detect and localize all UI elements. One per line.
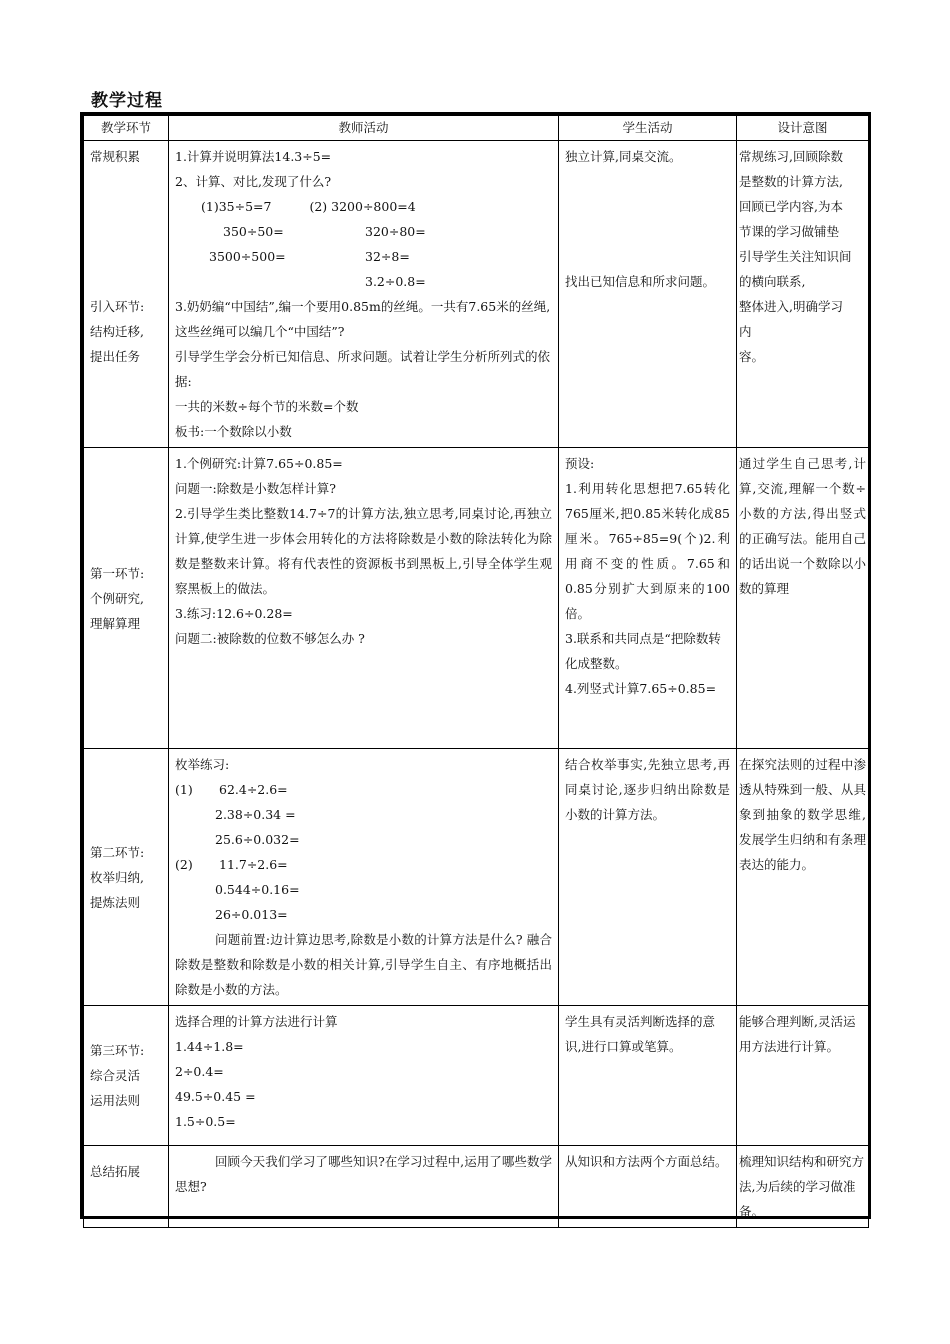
stage-label: 枚举归纳, [90,869,144,885]
stage-label: 引入环节: [90,299,145,314]
teacher-line: 2.引导学生类比整数14.7÷7的计算方法,独立思考,同桌讨论,再独立计算,使学生进一步体会用转化的方法将除数是小数的除法转化为除数是整数来计算。将有代表性的资源板书到黑板上,引导全体学生观察黑板上的做法。 [175,506,552,596]
table-row [84,141,869,448]
student-text: 结合枚举事实,先独立思考,再同桌讨论,逐步归纳出除数是小数的计算方法。 [565,757,730,822]
table-header-row [84,116,869,141]
teacher-line: 0.544÷0.16= [215,882,300,897]
table-row [84,1006,869,1146]
teacher-line: 问题一:除数是小数怎样计算? [175,481,336,496]
intent-line: 的横向联系, [739,274,806,289]
intent-line: 是整数的计算方法, [739,174,843,189]
stage-cell [84,448,169,749]
student-activity-cell [559,1006,737,1146]
teacher-line: 3.2÷0.8= [365,274,426,289]
student-text: 学生具有灵活判断选择的意识,进行口算或笔算。 [565,1014,716,1054]
teacher-line [175,244,552,269]
teacher-activity-cell [169,1006,559,1146]
intent-line: 常规练习,回顾除数 [739,149,843,164]
design-intent-cell [737,1146,869,1228]
stage-cell [84,1006,169,1146]
student-activity-cell [559,749,737,1006]
teacher-line: 2÷0.4= [175,1064,224,1079]
stage-label: 常规积累 [90,149,141,164]
teacher-line: 1.个例研究:计算7.65÷0.85= [175,456,343,471]
student-activity-cell [559,1146,737,1228]
teacher-line: 25.6÷0.032= [215,832,300,847]
student-activity-cell [559,141,737,448]
stage-label: 结构迁移, [90,324,144,339]
design-intent-cell [737,448,869,749]
exercise-group-1: (1)35÷5=7 [201,199,272,214]
header-stage: 教学环节 [84,116,169,141]
group-label: (1) [175,782,193,797]
teacher-line: 1.5÷0.5= [175,1114,236,1129]
teacher-line: 2.38÷0.34 = [215,807,296,822]
stage-cell [84,141,169,448]
intent-line: 引导学生关注知识间 [739,249,852,264]
exercise-item: 320÷80= [365,224,426,239]
stage-label: 第三环节: [90,1043,145,1058]
teacher-activity-cell [169,448,559,749]
intent-line: 内 [739,324,752,339]
header-student: 学生活动 [559,116,737,141]
exercise-item: 11.7÷2.6= [219,857,288,872]
teacher-line: 49.5÷0.45 = [175,1089,256,1104]
section-title: 教学过程 [91,91,163,111]
design-intent-cell [737,141,869,448]
teacher-activity-cell [169,749,559,1006]
intent-line: 回顾已学内容,为本 [739,199,843,214]
stage-label: 运用法则 [90,1093,141,1108]
table-row [84,448,869,749]
teacher-line: 一共的米数÷每个节的米数=个数 [175,399,359,414]
exercise-item: 3500÷500= [209,249,286,264]
student-line: 1.利用转化思想把7.65转化765厘米,把0.85米转化成85厘米。765÷85=9(个)2.利用商不变的性质。7.65和0.85分别扩大到原来的100倍。 [565,481,730,621]
student-line: 预设: [565,456,595,471]
teacher-activity-cell [169,1146,559,1228]
teacher-line: 引导学生学会分析已知信息、所求问题。试着让学生分析所列式的依据: [175,349,551,389]
teacher-line: 问题二:被除数的位数不够怎么办 ? [175,631,365,646]
teacher-line [175,219,552,244]
student-line: 4.列竖式计算7.65÷0.85= [565,681,717,696]
student-line: 独立计算,同桌交流。 [565,149,682,164]
intent-line: 整体进入,明确学习 [739,299,843,314]
design-intent-cell [737,749,869,1006]
intent-text: 在探究法则的过程中渗透从特殊到一般、从具象到抽象的数学思维,发展学生归纳和有条理表达的能力。 [739,757,866,872]
intent-line: 节课的学习做铺垫 [739,224,840,239]
table-row [84,749,869,1006]
teacher-text: 回顾今天我们学习了哪些知识?在学习过程中,运用了哪些数学思想? [175,1154,552,1194]
group-label: (2) [175,857,193,872]
stage-label: 总结拓展 [90,1164,141,1179]
teacher-line: 枚举练习: [175,757,230,772]
student-line: 3.联系和共同点是“把除数转化成整数。 [565,631,721,671]
table-row [84,1146,869,1228]
stage-label: 理解算理 [90,615,141,631]
teacher-line: 26÷0.013= [215,907,288,922]
stage-label: 提炼法则 [90,894,141,910]
intent-line: 容。 [739,349,765,364]
teacher-line: 2、计算、对比,发现了什么? [175,174,332,189]
exercise-item: 62.4÷2.6= [219,782,288,797]
teaching-process-table [83,115,869,1228]
stage-cell [84,1146,169,1228]
teacher-line [175,194,552,219]
stage-label: 第二环节: [90,844,145,860]
teacher-line: 1.44÷1.8= [175,1039,244,1054]
intent-text: 能够合理判断,灵活运用方法进行计算。 [739,1014,856,1054]
intent-text: 梳理知识结构和研究方法,为后续的学习做准备。 [739,1154,865,1219]
exercise-item: 350÷50= [223,224,284,239]
teacher-line [175,777,552,802]
exercise-group-2: (2) 3200÷800=4 [309,199,416,214]
teacher-line: 选择合理的计算方法进行计算 [175,1014,338,1029]
teacher-activity-cell [169,141,559,448]
student-line: 找出已知信息和所求问题。 [565,274,716,289]
stage-cell [84,749,169,1006]
header-intent: 设计意图 [737,116,869,141]
teacher-line: 3.奶奶编“中国结”,编一个要用0.85m的丝绳。一共有7.65米的丝绳,这些丝绳可以编几个“中国结”? [175,299,551,339]
teacher-line: 问题前置:边计算边思考,除数是小数的计算方法是什么? 融合除数是整数和除数是小数的相关计算,引导学生自主、有序地概括出除数是小数的方法。 [175,932,552,997]
stage-label: 第一环节: [90,565,145,581]
teacher-line: 板书:一个数除以小数 [175,424,292,439]
teacher-line: 3.练习:12.6÷0.28= [175,606,293,621]
student-text: 从知识和方法两个方面总结。 [565,1154,728,1169]
teacher-line [175,852,552,877]
student-activity-cell [559,448,737,749]
stage-label: 综合灵活 [90,1068,141,1083]
design-intent-cell [737,1006,869,1146]
teacher-line: 1.计算并说明算法14.3÷5= [175,149,332,164]
intent-text: 通过学生自己思考,计算,交流,理解一个数÷小数的方法,得出竖式的正确写法。能用自己的话出说一个数除以小数的算理 [739,456,866,596]
stage-label: 个例研究, [90,590,144,606]
stage-label: 提出任务 [90,349,141,364]
exercise-item: 32÷8= [365,249,410,264]
header-teacher: 教师活动 [169,116,559,141]
